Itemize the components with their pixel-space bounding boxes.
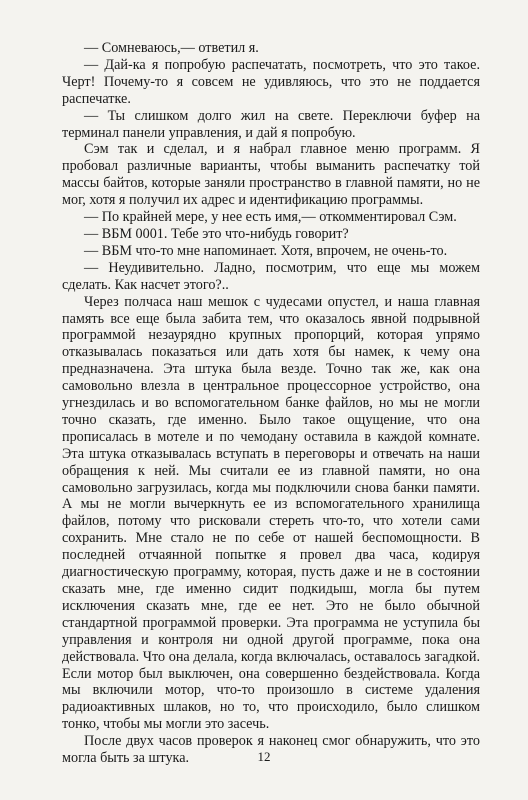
paragraph: — Ты слишком долго жил на свете. Переключи буфер на терминал панели управления, и дай я попробую. bbox=[62, 107, 480, 141]
paragraph: После двух часов проверок я наконец смог обнаружить, что это могла быть за штука. bbox=[62, 733, 480, 767]
paragraph: — ВБМ 0001. Тебе это что-нибудь говорит? bbox=[84, 225, 349, 242]
paragraph: — Дай-ка я попробую распечатать, посмотреть, что это такое. Черт! Почему-то я совсем не удивляюсь, что это не поддается распечатке. bbox=[62, 56, 480, 107]
page-text bbox=[62, 40, 480, 767]
paragraph: Через полчаса наш мешок с чудесами опустел, и наша главная память все еще была забита тем, что оказалось явной подрывной программой незаурядно крупных пропорций, которая упрямо отказывалась показаться или дать хотя бы намек, к чему она предназначена. Эта штука была везде. Точно так же, как она самовольно влезла в центральное процессорное устройство, она угнездилась и во вспомогательном банке файлов, но мы не могли точно сказать, где именно. Было такое ощущение, что она прописалась в мотеле и по чемодану оставила в каждой комнате. Эта штука отказывалась вступать в переговоры и отвечать на наши обращения к ней. Мы считали ее из главной памяти, но она самовольно загрузилась, когда мы подключили снова банки памяти. А мы не могли вычеркнуть ее из вспомогательного хранилища файлов, потому что рисковали стереть что-то, что хотели сами сохранить. Мне стало не по себе от нашей беспомощности. В последней отчаянной попытке я провел два часа, кодируя диагностическую программу, которая, пусть даже и не в состоянии сказать мне, где именно сидит подкидыш, могла бы путем исключения сказать мне, где ее нет. Это не было обычной стандартной программой проверки. Эта программа не уступила бы управления и контроля ни одной другой программе, пока она действовала. Что она делала, когда включалась, оставалось загадкой. Если мотор был выключен, она совершенно бездействовала. Когда мы включили мотор, что-то произошло в системе удаления радиоактивных шлаков, но то, что происходило, было слишком тонко, чтобы мы могли это засечь. bbox=[62, 293, 480, 733]
paragraph: Сэм так и сделал, и я набрал главное меню программ. Я пробовал различные варианты, чтобы выманить распечатку той массы байтов, которые заняли пространство в главной памяти, но не мог, хотя я получил их адрес и идентификацию программы. bbox=[62, 141, 480, 209]
paragraph: — Неудивительно. Ладно, посмотрим, что еще мы можем сделать. Как насчет этого?.. bbox=[62, 259, 480, 293]
paragraph: — Сомневаюсь,— ответил я. bbox=[84, 40, 259, 56]
page-number: 12 bbox=[257, 749, 271, 764]
paragraph: — По крайней мере, у нее есть имя,— откомментировал Сэм. bbox=[84, 209, 457, 226]
paragraph: — ВБМ что-то мне напоминает. Хотя, впрочем, не очень-то. bbox=[84, 242, 448, 259]
